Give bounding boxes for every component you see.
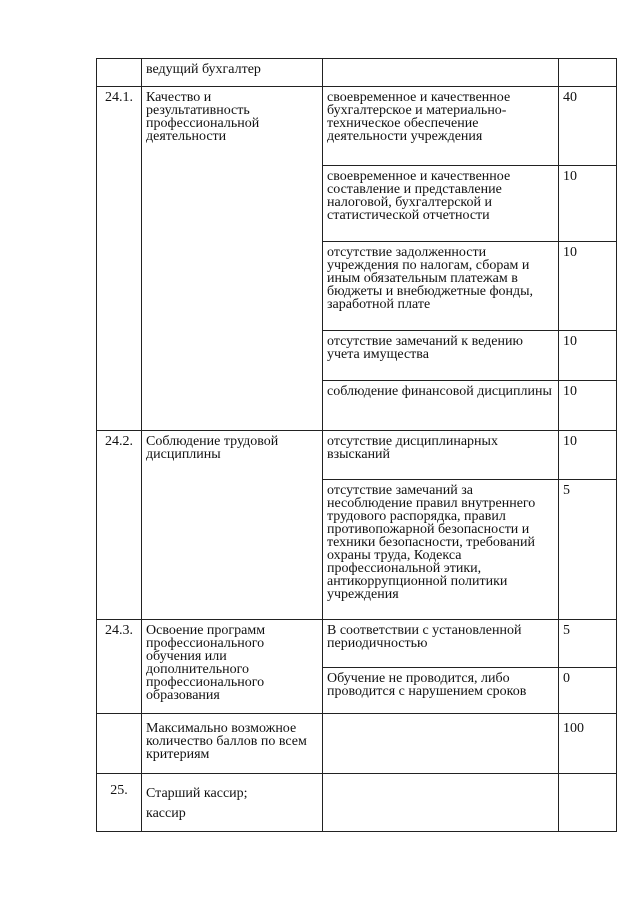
row-number: 24.3. xyxy=(97,620,142,714)
indicator-cell xyxy=(323,714,559,774)
indicator-cell: В соответствии с установленной периодичностью xyxy=(323,620,559,668)
indicator-cell: отсутствие замечаний за несоблюдение правил внутреннего трудового распорядка, правил противопожарной безопасности и техники безопасности, требований охраны труда, Кодекса профессиональной этики, антикоррупционной политики учреждения xyxy=(323,480,559,620)
score-cell xyxy=(559,774,617,832)
indicator-cell xyxy=(323,774,559,832)
criterion-cell: Качество и результативность профессиональной деятельности xyxy=(142,87,323,431)
criterion-cell: Освоение программ профессионального обучения или дополнительного профессионального образования xyxy=(142,620,323,714)
table-row xyxy=(97,59,617,87)
row-number xyxy=(97,59,142,87)
row-number: 25. xyxy=(97,774,142,832)
row-number: 24.2. xyxy=(97,431,142,620)
indicator-cell: отсутствие замечаний к ведению учета имущества xyxy=(323,331,559,381)
criterion-cell: Максимально возможное количество баллов по всем критериям xyxy=(142,714,323,774)
table-row xyxy=(97,87,617,166)
indicator-cell: соблюдение финансовой дисциплины xyxy=(323,381,559,431)
indicator-cell: отсутствие задолженности учреждения по налогам, сборам и иным обязательным платежам в бюджеты и внебюджетные фонды, заработной плате xyxy=(323,242,559,331)
score-cell: 10 xyxy=(559,381,617,431)
criteria-table xyxy=(96,58,617,832)
table-row xyxy=(97,774,617,832)
row-number xyxy=(97,714,142,774)
indicator-cell xyxy=(323,59,559,87)
score-cell: 100 xyxy=(559,714,617,774)
table-row xyxy=(97,620,617,668)
table-row xyxy=(97,431,617,480)
indicator-cell: своевременное и качественное составление и представление налоговой, бухгалтерской и статистической отчетности xyxy=(323,166,559,242)
score-cell: 10 xyxy=(559,166,617,242)
score-cell: 10 xyxy=(559,331,617,381)
indicator-cell: отсутствие дисциплинарных взысканий xyxy=(323,431,559,480)
score-cell: 10 xyxy=(559,242,617,331)
table-row xyxy=(97,714,617,774)
criterion-cell: Соблюдение трудовой дисциплины xyxy=(142,431,323,620)
criterion-cell xyxy=(142,774,323,832)
score-cell: 0 xyxy=(559,668,617,714)
row-number: 24.1. xyxy=(97,87,142,431)
score-cell: 40 xyxy=(559,87,617,166)
score-cell: 10 xyxy=(559,431,617,480)
score-cell: 5 xyxy=(559,620,617,668)
criterion-line: Старший кассир; xyxy=(146,786,248,801)
criterion-cell: ведущий бухгалтер xyxy=(142,59,323,87)
indicator-cell: Обучение не проводится, либо проводится с нарушением сроков xyxy=(323,668,559,714)
criterion-line: кассир xyxy=(146,806,186,821)
score-cell: 5 xyxy=(559,480,617,620)
indicator-cell: своевременное и качественное бухгалтерское и материально-техническое обеспечение деятельности учреждения xyxy=(323,87,559,166)
score-cell xyxy=(559,59,617,87)
